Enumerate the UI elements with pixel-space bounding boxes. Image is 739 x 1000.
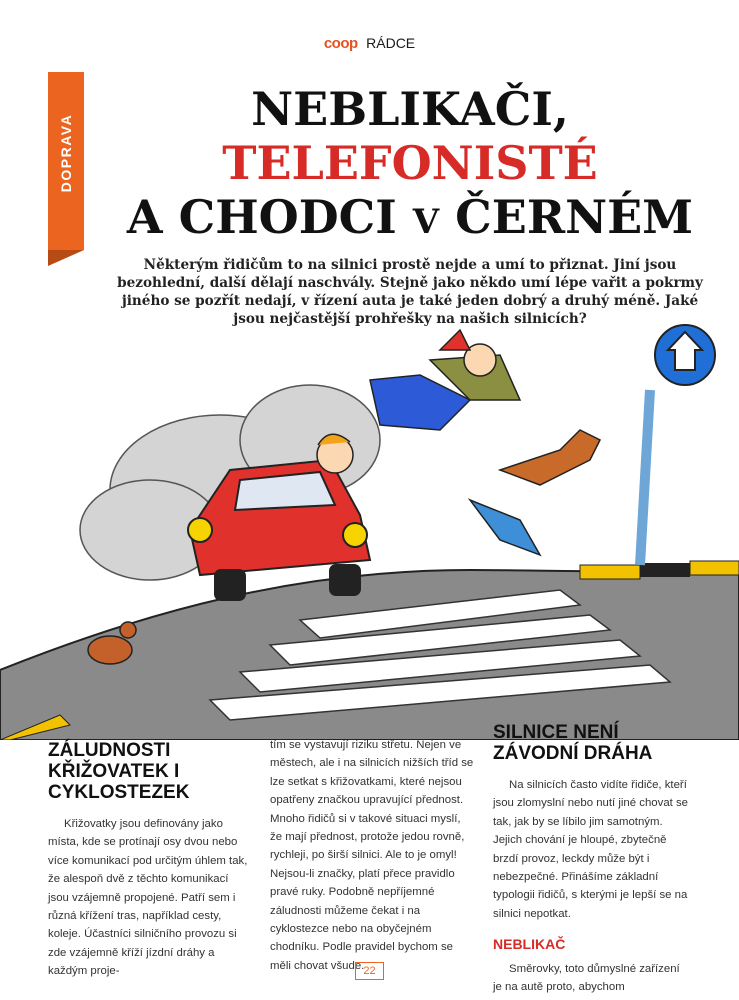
coop-logo: coop	[323, 35, 358, 52]
paragraph-crossroads: Křižovatky jsou definovány jako místa, kde se protínají osy dvou nebo více komunikací pod určitým úhlem tak, že alespoň dvě z těchto komunikací jsou vzájemně propojené. Patří sem i různá křížení tras, například cesty, koleje. Účastníci silničního provozu si zde vzájemně kříží jízdní dráhy a každým proje-	[48, 818, 248, 978]
flying-pedestrian	[370, 330, 520, 430]
road-sign	[640, 325, 715, 565]
column-1	[48, 740, 248, 981]
umbrella	[470, 500, 540, 555]
category-tab	[48, 72, 84, 250]
page-header	[0, 35, 739, 53]
heading-race-track: SILNICE NENÍ ZÁVODNÍ DRÁHA	[493, 722, 653, 764]
lead-paragraph: Některým řidičům to na silnici prostě nejde a umí to přiznat. Jiní jsou bezohlední, další dělají naschvály. Stejně jako někdo umí lépe vařit a pokrmy jiného se pozřít nedají, v řízení auta je také jeden dobrý a druhý méně. Jaké jsou nejčastější prohřešky na našich silnicích?	[117, 257, 703, 327]
title-line-2: TELEFONISTÉ	[222, 136, 598, 190]
driver	[317, 434, 353, 473]
page-number: 22	[355, 962, 384, 980]
title-line-3a: A CHODCI	[126, 190, 397, 244]
mouse	[88, 622, 136, 664]
paragraph-neblikac: Směrovky, toto důmyslné zařízení je na autě proto, abychom	[493, 962, 680, 994]
title-line-3	[90, 190, 730, 249]
heading-crossroads: ZÁLUDNOSTI KŘIŽOVATEK I CYKLOSTEZEK	[48, 740, 190, 803]
column-2	[270, 736, 475, 975]
paragraph-continued: tím se vystavují riziku střetu. Nejen ve městech, ale i na silnicích nižších tříd se lze setkat s křižovatkami, které nejsou opatřeny značkou upravující přednost. Mnoho řidičů si v takové situaci myslí, že mají přednost, protože jedou rovně, rychleji, po širší silnici. Ale to je omyl! Nejsou-li značky, platí přece pravidlo pravé ruky. Podobně nepříjemné záludnosti můžeme čekat i na cyklostezce nebo na obyčejném chodníku. Podle pravidel bychom se měli chovat všude.	[270, 739, 474, 972]
paragraph-race-track: Na silnicích často vidíte řidiče, kteří jsou zlomyslní nebo nutí jiné chovat se tak, jak by se líbilo jim samotným. Jejich chování je hloupé, zbytečně brzdí provoz, leckdy může být i nebezpečné. Přinášíme základní typologii řidičů, s kterými je lepší se na silnici nepotkat.	[493, 779, 689, 920]
subheading-neblikac: NEBLIKAČ	[493, 936, 566, 953]
column-3	[493, 722, 689, 996]
cartoon-illustration	[0, 320, 739, 740]
article-title	[90, 82, 730, 249]
dog	[500, 430, 600, 485]
title-line-3c: ČERNÉM	[455, 190, 694, 244]
title-line-1: NEBLIKAČI,	[251, 82, 569, 136]
category-label: DOPRAVA	[58, 113, 74, 193]
title-line-3b: V	[412, 202, 440, 242]
section-label: RÁDCE	[366, 35, 416, 51]
